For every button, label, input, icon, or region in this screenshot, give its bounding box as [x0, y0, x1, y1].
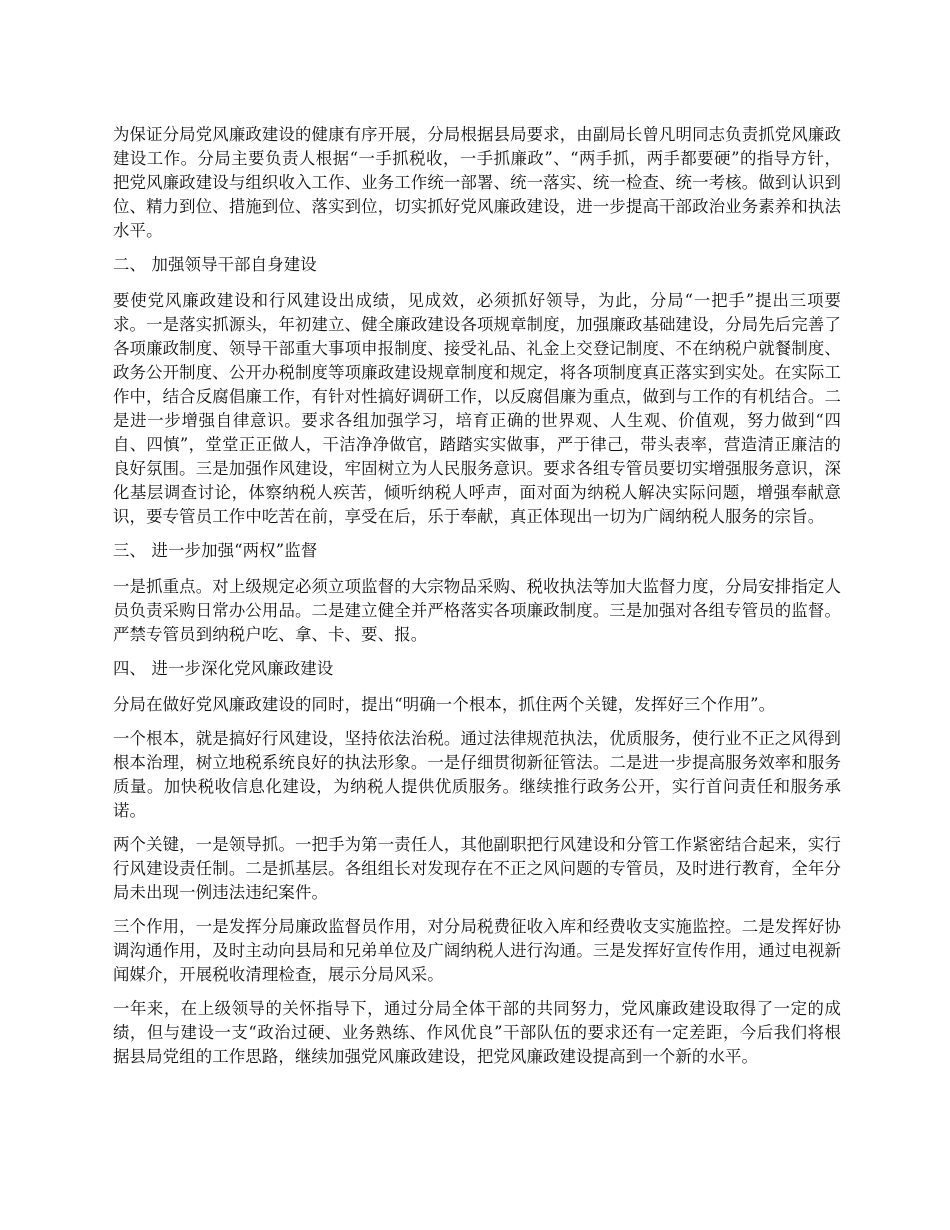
section-heading-2: 二、 加强领导干部自身建设: [113, 255, 317, 274]
section-heading-4: 四、 进一步深化党风廉政建设: [113, 659, 334, 678]
paragraph-intro: 为保证分局党风廉政建设的健康有序开展，分局根据县局要求，由副局长曾凡明同志负责抓党风廉政建设工作。分局主要负责人根据“一手抓税收，一手抓廉政”、“两手抓，两手都要硬”的指导方针，把党风廉政建设与组织收入工作、业务工作统一部署、统一落实、统一检查、统一考核。做到认识到位、精力到位、措施到位、落实到位，切实抓好党风廉政建设，进一步提高干部政治业务素养和执法水平。: [113, 125, 841, 240]
paragraph-conclusion: 一年来，在上级领导的关怀指导下，通过分局全体干部的共同努力，党风廉政建设取得了一定的成绩，但与建设一支“政治过硬、业务熟练、作风优良”干部队伍的要求还有一定差距，今后我们将根据县局党组的工作思路，继续加强党风廉政建设，把党风廉政建设提高到一个新的水平。: [113, 999, 841, 1066]
paragraph-supervision: 一是抓重点。对上级规定必须立项监督的大宗物品采购、税收执法等加大监督力度，分局安排指定人员负责采购日常办公用品。二是建立健全并严格落实各项廉政制度。三是加强对各组专管员的监督。严禁专管员到纳税户吃、拿、卡、要、报。: [113, 577, 841, 644]
document-body: [113, 123, 841, 1079]
paragraph-one-root: 一个根本，就是搞好行风建设，坚持依法治税。通过法律规范执法，优质服务，使行业不正之风得到根本治理，树立地税系统良好的执法形象。一是仔细贯彻新征管法。二是进一步提高服务效率和服务质量。加快税收信息化建设，为纳税人提供优质服务。继续推行政务公开，实行首问责任和服务承诺。: [113, 729, 841, 820]
paragraph-deepen: 分局在做好党风廉政建设的同时，提出“明确一个根本，抓住两个关键，发挥好三个作用”。: [113, 695, 776, 714]
section-heading-3: 三、 进一步加强“两权”监督: [113, 541, 318, 560]
paragraph-leadership: 要使党风廉政建设和行风建设出成绩，见成效，必须抓好领导，为此，分局“一把手”提出三项要求。一是落实抓源头，年初建立、健全廉政建设各项规章制度，加强廉政基础建设，分局先后完善了各项廉政制度、领导干部重大事项申报制度、接受礼品、礼金上交登记制度、不在纳税户就餐制度、政务公开制度、公开办税制度等项廉政建设规章制度和规定，将各项制度真正落实到实处。在实际工作中，结合反腐倡廉工作，有针对性搞好调研工作，以反腐倡廉为重点，做到与工作的有机结合。二是进一步增强自律意识。要求各组加强学习，培育正确的世界观、人生观、价值观，努力做到“四自、四慎”，堂堂正正做人，干洁净净做官，踏踏实实做事，严于律己，带头表率，营造清正廉洁的良好氛围。三是加强作风建设，牢固树立为人民服务意识。要求各组专管员要切实增强服务意识，深化基层调查讨论，体察纳税人疾苦，倾听纳税人呼声，面对面为纳税人解决实际问题，增强奉献意识，要专管员工作中吃苦在前，享受在后，乐于奉献，真正体现出一切为广阔纳税人服务的宗旨。: [113, 291, 841, 526]
paragraph-three-roles: 三个作用，一是发挥分局廉政监督员作用，对分局税费征收入库和经费收支实施监控。二是发挥好协调沟通作用，及时主动向县局和兄弟单位及广阔纳税人进行沟通。三是发挥好宣传作用，通过电视新闻媒介，开展税收清理检查，展示分局风采。: [113, 917, 841, 984]
paragraph-two-keys: 两个关键，一是领导抓。一把手为第一责任人，其他副职把行风建设和分管工作紧密结合起来，实行行风建设责任制。二是抓基层。各组组长对发现存在不正之风问题的专管员，及时进行教育，全年分局未出现一例违法违纪案件。: [113, 835, 841, 902]
